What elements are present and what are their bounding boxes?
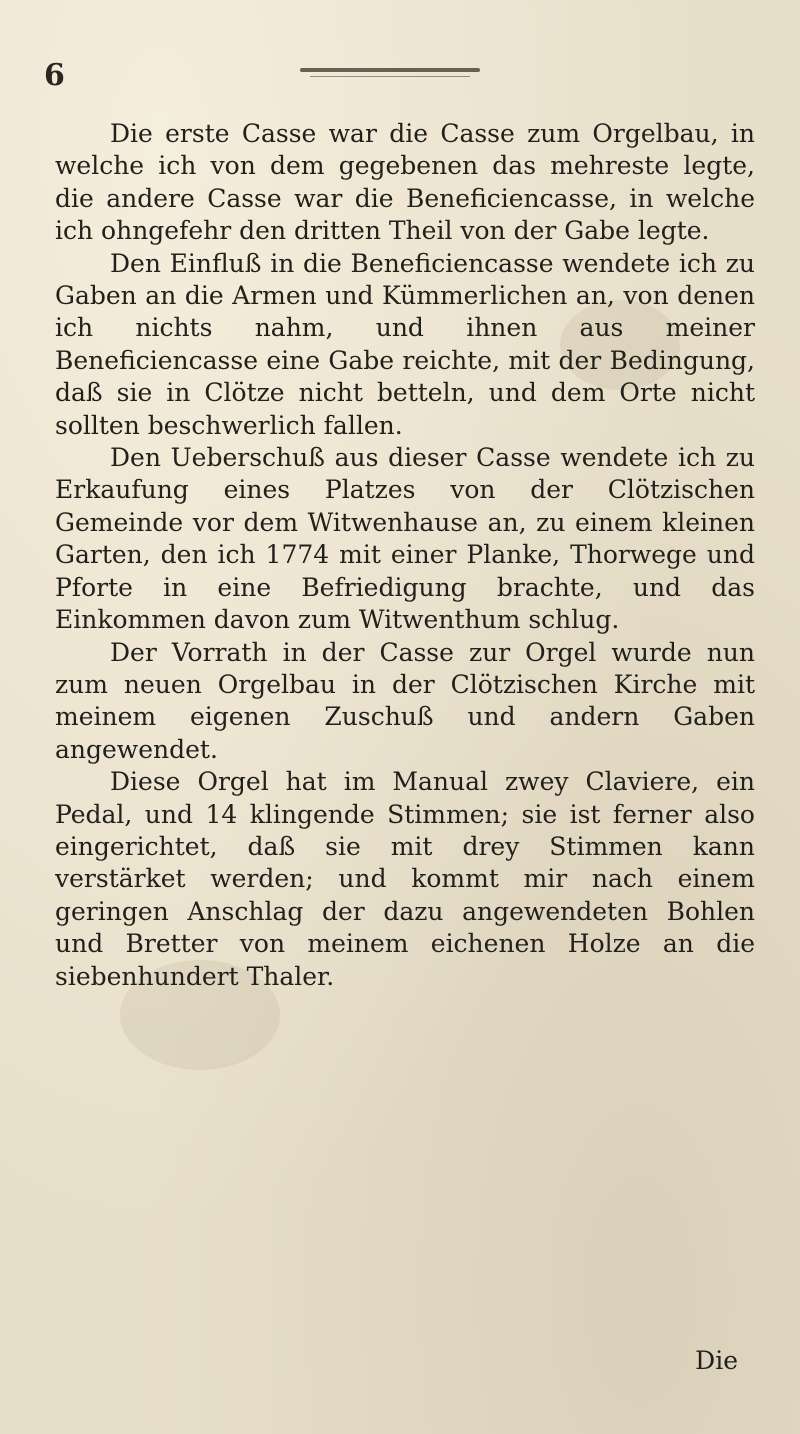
header-rule (300, 68, 480, 72)
page-header (0, 58, 800, 98)
page-marker: 6 (44, 58, 65, 93)
header-rule-thin (310, 76, 470, 77)
body-text (55, 118, 755, 993)
paragraph-3: Den Ueberschuß aus dieser Casse wendete ich zu Erkaufung eines Platzes von der Clötzischen Gemeinde vor dem Witwenhause an, zu einem kleinen Garten, den ich 1774 mit einer Planke, Thorwege und Pforte in eine Befriedigung brachte, und das Einkommen davon zum Witwenthum schlug. (55, 443, 755, 635)
paragraph-5: Diese Orgel hat im Manual zwey Claviere, ein Pedal, und 14 klingende Stimmen; sie ist ferner also eingerichtet, daß sie mit drey Stimmen kann verstärket werden; und kommt mir nach einem geringen Anschlag der dazu angewendeten Bohlen und Bretter von meinem eichenen Holze an die siebenhundert Thaler. (55, 767, 755, 991)
paragraph-4: Der Vorrath in der Casse zur Orgel wurde nun zum neuen Orgelbau in der Clötzischen Kirche mit meinem eigenen Zuschuß und andern Gaben angewendet. (55, 637, 755, 764)
catchword: Die (695, 1346, 738, 1375)
paragraph-2: Den Einfluß in die Beneficiencasse wendete ich zu Gaben an die Armen und Kümmerlichen an, von denen ich nichts nahm, und ihnen aus meiner Beneficiencasse eine Gabe reichte, mit der Bedingung, daß sie in Clötze nicht betteln, und dem Orte nicht sollten beschwerlich fallen. (55, 248, 755, 440)
paragraph-1: Die erste Casse war die Casse zum Orgelbau, in welche ich von dem gegebenen das mehreste legte, die andere Casse war die Beneficiencasse, in welche ich ohngefehr den dritten Theil von der Gabe legte. (55, 119, 755, 246)
